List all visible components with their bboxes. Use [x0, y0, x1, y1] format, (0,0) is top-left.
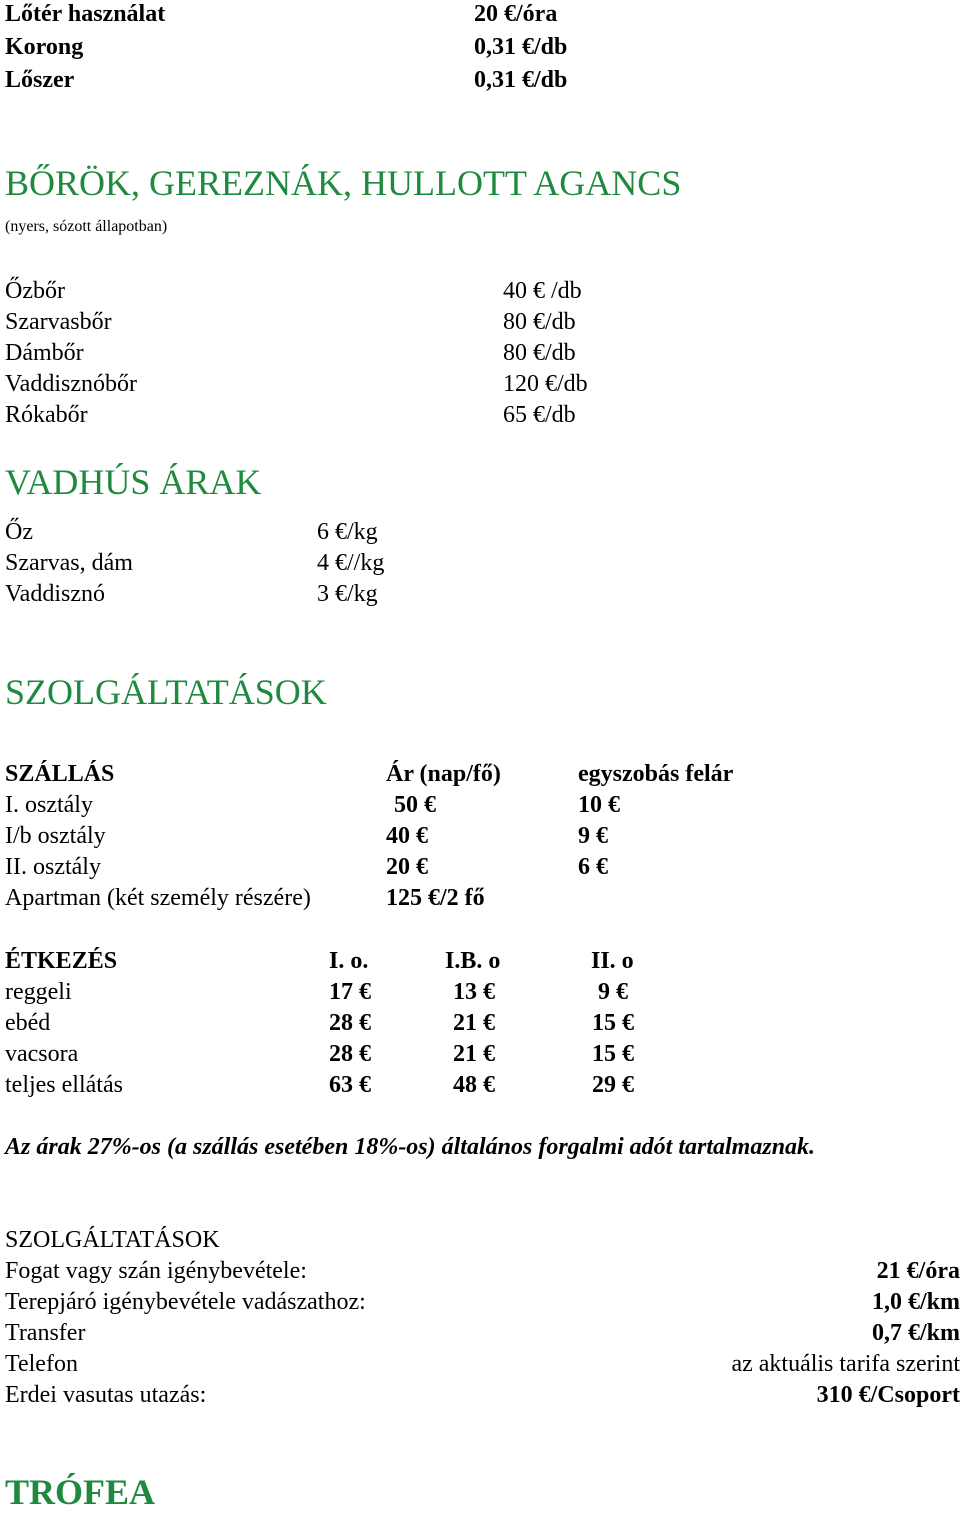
- meal-name: reggeli: [5, 979, 72, 1005]
- vat-note-row: [5, 1133, 960, 1165]
- meal-c1: 28 €: [329, 1041, 371, 1067]
- skins-note: (nyers, sózott állapotban): [5, 218, 168, 235]
- price-row: [5, 0, 960, 32]
- lodging-row: [5, 884, 960, 916]
- lodging-header-extra: egyszobás felár: [578, 761, 734, 787]
- skins-note-row: [5, 218, 960, 250]
- meat-row: [5, 549, 960, 581]
- skin-value: 80 €/db: [503, 340, 576, 366]
- service-value: 310 €/Csoport: [816, 1382, 960, 1408]
- skin-row: [5, 370, 960, 402]
- price-label: Lőszer: [5, 67, 75, 93]
- price-label: Korong: [5, 34, 84, 60]
- lodging-name: I/b osztály: [5, 823, 106, 849]
- services2-heading: [5, 1226, 960, 1258]
- trophy-title: TRÓFEA: [5, 1472, 156, 1512]
- price-label: Lőtér használat: [5, 1, 166, 27]
- skin-value: 80 €/db: [503, 309, 576, 335]
- meal-c2: 21 €: [453, 1041, 495, 1067]
- service-row: [5, 1319, 960, 1351]
- skin-value: 40 € /db: [503, 278, 582, 304]
- service-label: Terepjáró igénybevétele vadászathoz:: [5, 1289, 366, 1315]
- service-row: [5, 1350, 960, 1382]
- meat-value: 3 €/kg: [317, 581, 378, 607]
- skin-label: Szarvasbőr: [5, 309, 112, 335]
- skin-row: [5, 401, 960, 433]
- meal-row: [5, 1009, 960, 1041]
- meals-header-c3: II. o: [591, 948, 634, 974]
- lodging-row: [5, 853, 960, 885]
- price-value: 0,31 €/db: [474, 67, 568, 93]
- service-value: 21 €/óra: [876, 1258, 960, 1284]
- service-row: [5, 1381, 960, 1413]
- meat-title: VADHÚS ÁRAK: [5, 462, 262, 502]
- lodging-extra: 6 €: [578, 854, 608, 880]
- price-row: [5, 33, 960, 65]
- meat-value: 4 €//kg: [317, 550, 385, 576]
- price-value: 0,31 €/db: [474, 34, 568, 60]
- meal-c1: 28 €: [329, 1010, 371, 1036]
- service-value: 1,0 €/km: [871, 1289, 960, 1315]
- trophy-heading: [5, 1472, 960, 1514]
- lodging-header-name: SZÁLLÁS: [5, 761, 115, 787]
- lodging-extra: 9 €: [578, 823, 608, 849]
- services-heading: [5, 672, 960, 716]
- meal-c1: 17 €: [329, 979, 371, 1005]
- lodging-header: [5, 760, 960, 792]
- skin-label: Dámbőr: [5, 340, 84, 366]
- lodging-price: 20 €: [386, 854, 428, 880]
- skin-value: 120 €/db: [503, 371, 588, 397]
- meat-label: Szarvas, dám: [5, 550, 133, 576]
- vat-note: Az árak 27%-os (a szállás esetében 18%-os) általános forgalmi adót tartalmaznak.: [5, 1134, 816, 1160]
- lodging-extra: 10 €: [578, 792, 620, 818]
- service-value: 0,7 €/km: [871, 1320, 960, 1346]
- service-label: Telefon: [5, 1351, 78, 1377]
- meals-header-c1: I. o.: [329, 948, 369, 974]
- skin-label: Őzbőr: [5, 278, 65, 304]
- skin-label: Rókabőr: [5, 402, 88, 428]
- lodging-price: 50 €: [394, 792, 436, 818]
- skin-value: 65 €/db: [503, 402, 576, 428]
- meat-label: Vaddisznó: [5, 581, 105, 607]
- lodging-price: 40 €: [386, 823, 428, 849]
- skin-row: [5, 339, 960, 371]
- skin-label: Vaddisznóbőr: [5, 371, 137, 397]
- meal-row: [5, 978, 960, 1010]
- lodging-price: 125 €/2 fő: [386, 885, 485, 911]
- lodging-row: [5, 791, 960, 823]
- meal-c1: 63 €: [329, 1072, 371, 1098]
- meat-heading: [5, 462, 960, 506]
- meat-label: Őz: [5, 519, 33, 545]
- meal-c2: 13 €: [453, 979, 495, 1005]
- service-row: [5, 1257, 960, 1289]
- service-value: az aktuális tarifa szerint: [731, 1351, 960, 1377]
- meal-name: vacsora: [5, 1041, 79, 1067]
- meal-name: ebéd: [5, 1010, 51, 1036]
- meal-c2: 21 €: [453, 1010, 495, 1036]
- lodging-header-price: Ár (nap/fő): [386, 761, 501, 787]
- meat-row: [5, 518, 960, 550]
- service-label: Fogat vagy szán igénybevétele:: [5, 1258, 307, 1284]
- services-title: SZOLGÁLTATÁSOK: [5, 672, 327, 712]
- services2-title: SZOLGÁLTATÁSOK: [5, 1227, 220, 1253]
- meal-row: [5, 1071, 960, 1103]
- service-label: Erdei vasutas utazás:: [5, 1382, 207, 1408]
- meal-c3: 29 €: [592, 1072, 634, 1098]
- price-row: [5, 66, 960, 98]
- service-row: [5, 1288, 960, 1320]
- lodging-name: II. osztály: [5, 854, 101, 880]
- meal-c3: 9 €: [598, 979, 628, 1005]
- meat-row: [5, 580, 960, 612]
- price-value: 20 €/óra: [474, 1, 558, 27]
- meals-header-c2: I.B. o: [445, 948, 501, 974]
- service-label: Transfer: [5, 1320, 86, 1346]
- meals-header: [5, 947, 960, 979]
- lodging-name: I. osztály: [5, 792, 93, 818]
- meat-value: 6 €/kg: [317, 519, 378, 545]
- lodging-name: Apartman (két személy részére): [5, 885, 311, 911]
- skin-row: [5, 308, 960, 340]
- skins-title: BŐRÖK, GEREZNÁK, HULLOTT AGANCS: [5, 163, 682, 203]
- meal-c3: 15 €: [592, 1010, 634, 1036]
- skin-row: [5, 277, 960, 309]
- meal-row: [5, 1040, 960, 1072]
- lodging-row: [5, 822, 960, 854]
- skins-heading: [5, 163, 960, 207]
- meal-name: teljes ellátás: [5, 1072, 123, 1098]
- meal-c3: 15 €: [592, 1041, 634, 1067]
- meals-header-name: ÉTKEZÉS: [5, 948, 118, 974]
- meal-c2: 48 €: [453, 1072, 495, 1098]
